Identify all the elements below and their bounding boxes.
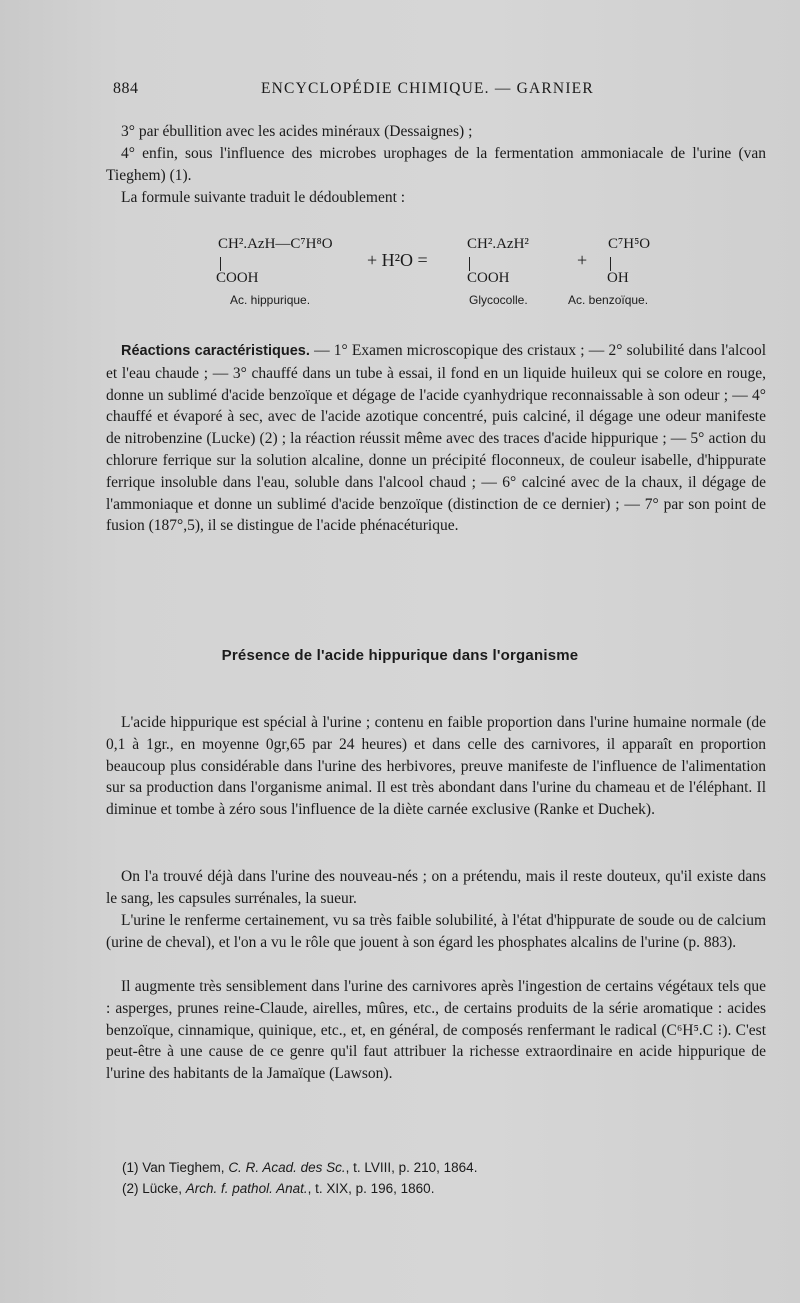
plus-sign: + bbox=[577, 250, 588, 270]
bond-line bbox=[610, 257, 611, 271]
reactions-title: Réactions caractéristiques. bbox=[121, 343, 310, 359]
plus-water-equals: + H²O = bbox=[367, 250, 428, 270]
footnote-2-ref: , t. XIX, p. 196, 1860. bbox=[307, 1181, 435, 1196]
hippuric-acid-bottom: COOH bbox=[216, 270, 259, 286]
glycocolle-bottom: COOH bbox=[467, 270, 510, 286]
glycocolle-top: CH².AzH² bbox=[467, 236, 529, 252]
caption-glycocolle: Glycocolle. bbox=[469, 293, 528, 307]
intro-line-2: 4° enfin, sous l'influence des microbes urophages de la fermentation ammoniacale de l'urine (van Tieghem) (1). bbox=[106, 145, 766, 184]
reactions-body: — 1° Examen microscopique des cristaux ; — 2° solubilité dans l'alcool et l'eau chaude ; — 3° chauffé dans un tube à essai, il fond en un liquide huileux qui se colore en rouge, donne un sublimé d'acide benzoïque et dégage de l'acide cyanhydrique reconnaissable à son odeur ; — 4° chauffé et évaporé à sec, avec de l'acide azotique concentré, puis calciné, il dégage une odeur manifeste de nitrobenzine (Lucke) (2) ; la réaction réussit même avec des traces d'acide hippurique ; — 5° action du chlorure ferrique sur la solution alcaline, donne un précipité floconneux, de couleur isabelle, d'hippurate ferrique insoluble dans l'eau, soluble dans l'alcool chaud ; — 6° calciné avec de la chaux, il dégage de l'ammoniaque et donne un sublimé d'acide benzoïque (distinction de ce dernier) ; — 7° par son point de fusion (187°,5), il se distingue de l'acide phénacéturique. bbox=[106, 342, 766, 535]
page-number: 884 bbox=[113, 80, 139, 97]
page-header bbox=[113, 80, 768, 102]
intro-line-3: La formule suivante traduit le dédoublement : bbox=[121, 189, 406, 206]
footnote-1-ref: , t. LVIII, p. 210, 1864. bbox=[345, 1160, 478, 1175]
footnote-2-author: (2) Lücke, bbox=[122, 1181, 186, 1196]
reactions-paragraph bbox=[106, 340, 766, 537]
body-paragraph-3: L'urine le renferme certainement, vu sa très faible solubilité, à l'état d'hippurate de soude ou de calcium (urine de cheval), et l'on a vu le rôle que jouent à son égard les phosphates alcalins de l'urine (p. 883). bbox=[106, 912, 766, 951]
hippuric-acid-top: CH².AzH—C⁷H⁸O bbox=[218, 236, 333, 252]
bond-line bbox=[469, 257, 470, 271]
footnote-2-source: Arch. f. pathol. Anat. bbox=[185, 1181, 308, 1196]
bond-line bbox=[220, 257, 221, 271]
body-paragraph-1: L'acide hippurique est spécial à l'urine ; contenu en faible proportion dans l'urine humaine normale (de 0,1 à 1gr., en moyenne 0gr,65 par 24 heures) et dans celle des carnivores, il apparaît en proportion beaucoup plus considérable dans l'urine des herbivores, preuve manifeste de l'influence de l'alimentation sur sa production dans l'organisme animal. Il est très abondant dans l'urine du chameau et de l'éléphant. Il diminue et tombe à zéro sous l'influence de la diète carnée exclusive (Ranke et Duchek). bbox=[106, 714, 766, 819]
caption-hippuric: Ac. hippurique. bbox=[230, 293, 311, 307]
footnote-1-source: C. R. Acad. des Sc. bbox=[228, 1160, 346, 1175]
footnote-1 bbox=[122, 1160, 477, 1175]
running-title: ENCYCLOPÉDIE CHIMIQUE. — GARNIER bbox=[261, 80, 594, 97]
benzoic-acid-top: C⁷H⁵O bbox=[608, 236, 651, 252]
footnote-2 bbox=[122, 1181, 434, 1196]
body-paragraph-4: Il augmente très sensiblement dans l'urine des carnivores après l'ingestion de certains végétaux tels que : asperges, prunes reine-Claude, airelles, mûres, etc., de certains produits de la série aromatique : acides benzoïque, cinnamique, quinique, etc., et, en général, de composés renfermant le radical (C⁶H⁵.C ⁝). C'est peut-être à une cause de ce genre qu'il faut attribuer la richesse extraordinaire en acide hippurique de l'urine des habitants de la Jamaïque (Lawson). bbox=[106, 978, 766, 1083]
benzoic-acid-bottom: OH bbox=[607, 270, 629, 286]
section-title: Présence de l'acide hippurique dans l'organisme bbox=[221, 647, 579, 664]
caption-benzoic: Ac. benzoïque. bbox=[568, 293, 649, 307]
body-paragraph-2: On l'a trouvé déjà dans l'urine des nouveau-nés ; on a prétendu, mais il reste douteux, qu'il existe dans le sang, les capsules surrénales, la sueur. bbox=[106, 868, 766, 907]
footnote-1-author: (1) Van Tieghem, bbox=[122, 1160, 229, 1175]
intro-line-1: 3° par ébullition avec les acides minéraux (Dessaignes) ; bbox=[121, 123, 473, 140]
